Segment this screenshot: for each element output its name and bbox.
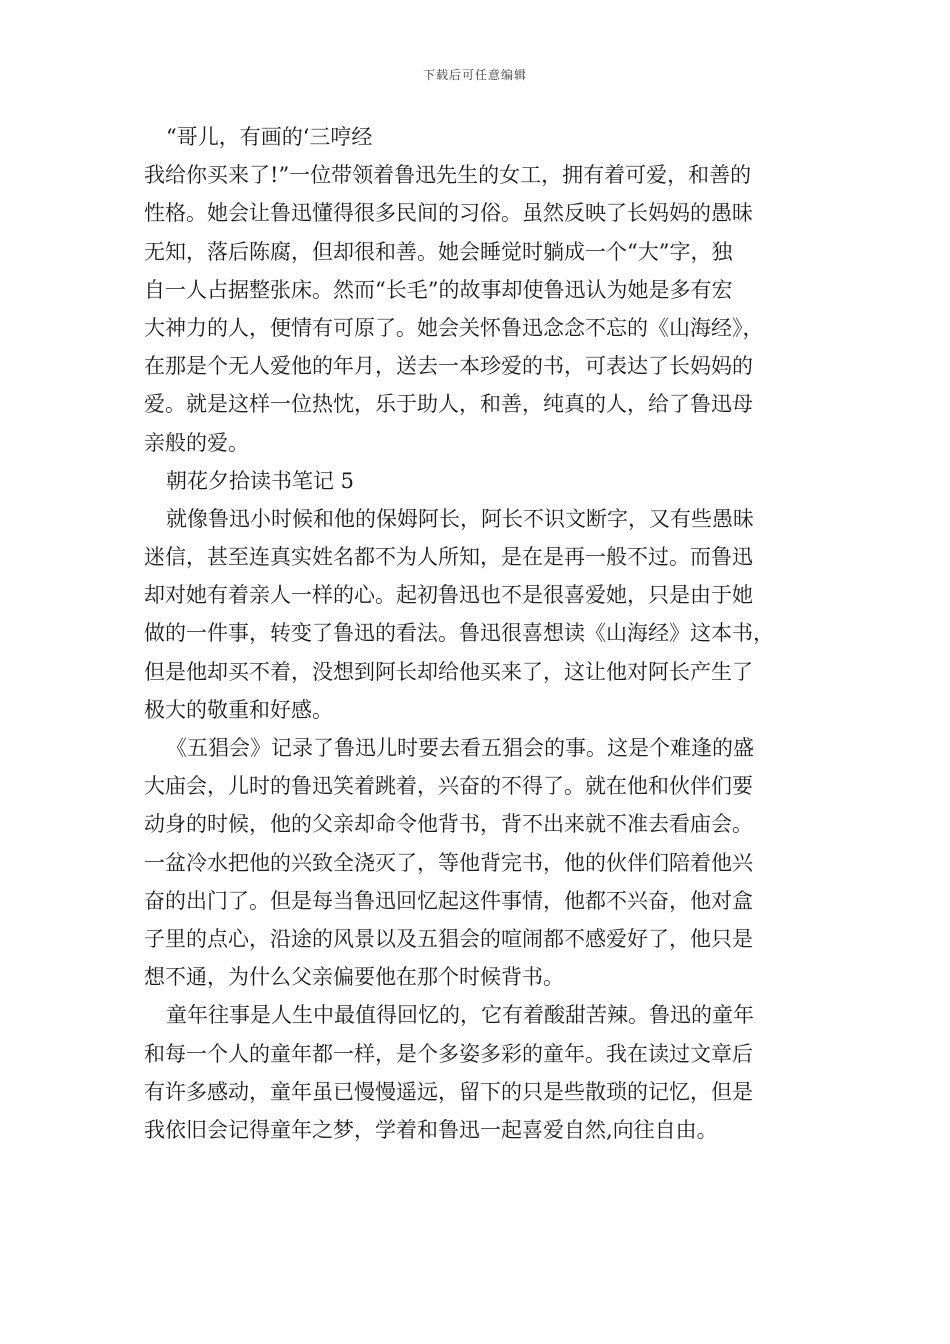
text-line: 我依旧会记得童年之梦，学着和鲁迅一起喜爱自然,向往自由。 [144, 1117, 718, 1142]
text-line: 我给你买来了!”一位带领着鲁迅先生的女工，拥有着可爱，和善的 [144, 163, 752, 188]
text-line: 和每一个人的童年都一样，是个多姿多彩的童年。我在读过文章后 [144, 1041, 753, 1066]
text-line: 无知，落后陈腐，但却很和善。她会睡觉时躺成一个“大”字，独 [144, 239, 733, 264]
document-body [144, 118, 814, 1149]
text-line: 自一人占据整张床。然而“长毛”的故事却使鲁迅认为她是多有宏 [144, 277, 733, 302]
text-line: 做的一件事，转变了鲁迅的看法。鲁迅很喜想读《山海经》这本书， [144, 621, 774, 646]
text-line: 大神力的人，便情有可原了。她会关怀鲁迅念念不忘的《山海经》， [144, 315, 764, 340]
text-line: 有许多感动，童年虽已慢慢遥远，留下的只是些散琐的记忆，但是 [144, 1079, 753, 1104]
text-line: 在那是个无人爱他的年月，送去一本珍爱的书，可表达了长妈妈的 [144, 354, 753, 379]
text-line: 奋的出门了。但是每当鲁迅回忆起这件事情，他都不兴奋，他对盒 [144, 888, 753, 913]
text-line: 就像鲁迅小时候和他的保姆阿长，阿长不识文断字，又有些愚昧 [166, 506, 754, 531]
text-line: 动身的时候，他的父亲却命令他背书，背不出来就不准去看庙会。 [144, 812, 753, 837]
text-line: 《五猖会》记录了鲁迅儿时要去看五猖会的事。这是个难逢的盛 [166, 736, 754, 760]
text-line: 大庙会，儿时的鲁迅笑着跳着，兴奋的不得了。就在他和伙伴们要 [144, 774, 753, 799]
text-line: 但是他却买不着，没想到阿长却给他买来了，这让他对阿长产生了 [144, 659, 753, 684]
text-line: 却对她有着亲人一样的心。起初鲁迅也不是很喜爱她，只是由于她 [144, 583, 753, 608]
text-line: 迷信，甚至连真实姓名都不为人所知，是在是再一般不过。而鲁迅 [144, 545, 753, 570]
text-line: 亲般的爱。 [144, 430, 249, 455]
text-line: 想不通，为什么父亲偏要他在那个时候背书。 [144, 965, 564, 990]
text-line: 子里的点心，沿途的风景以及五猖会的喧闹都不感爱好了，他只是 [144, 926, 753, 951]
text-line: 极大的敬重和好感。 [144, 697, 333, 722]
text-line: “哥儿，有画的‘三哼经 [166, 125, 373, 149]
text-line: 童年往事是人生中最值得回忆的，它有着酸甜苦辣。鲁迅的童年 [166, 1003, 754, 1028]
text-line: 爱。就是这样一位热忱，乐于助人，和善，纯真的人，给了鲁迅母 [144, 392, 753, 417]
page-header: 下载后可任意编辑 [422, 68, 527, 82]
text-line: 朝花夕拾读书笔记 5 [166, 468, 355, 493]
text-line: 一盆冷水把他的兴致全浇灭了，等他背完书，他的伙伴们陪着他兴 [144, 850, 753, 875]
text-line: 性格。她会让鲁迅懂得很多民间的习俗。虽然反映了长妈妈的愚昧 [144, 201, 753, 226]
